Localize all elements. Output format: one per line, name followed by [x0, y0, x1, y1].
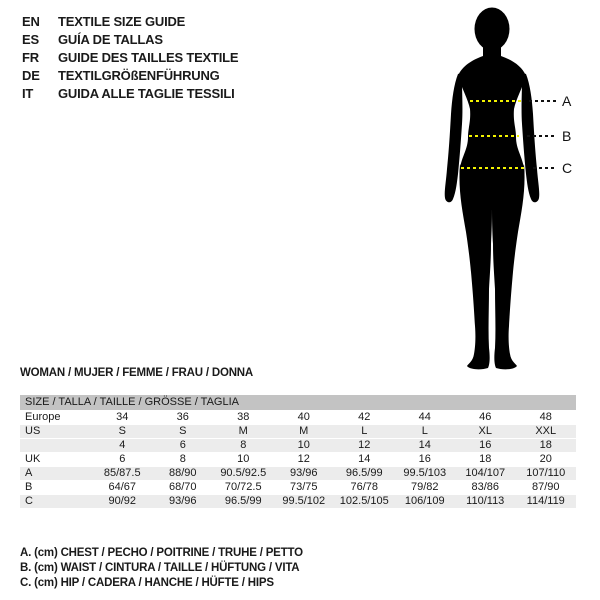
row-label: UK: [25, 453, 41, 465]
row-label: B: [25, 481, 33, 493]
table-cell: 73/75: [289, 481, 318, 493]
row-label: A: [25, 467, 33, 479]
table-cell: 16: [418, 453, 431, 465]
table-cell: 96.5/99: [345, 467, 383, 479]
table-cell: XXL: [535, 425, 557, 437]
lang-row-en: [22, 13, 238, 31]
gender-heading: WOMAN / MUJER / FEMME / FRAU / DONNA: [20, 367, 254, 379]
row-label: US: [25, 425, 41, 437]
size-table-header: SIZE / TALLA / TAILLE / GRÖSSE / TAGLIA: [20, 395, 576, 410]
lang-row-es: [22, 31, 238, 49]
table-cell: 104/107: [465, 467, 506, 479]
table-cell: 88/90: [168, 467, 197, 479]
lang-label: GUIDE DES TAILLES TEXTILE: [58, 50, 239, 65]
lang-label: TEXTILE SIZE GUIDE: [58, 14, 186, 29]
hip-leader-line: [533, 167, 557, 169]
table-cell: 106/109: [404, 495, 445, 507]
row-label: C: [25, 495, 33, 507]
table-cell: 10: [237, 453, 250, 465]
table-row-europe: [20, 411, 576, 425]
table-cell: 87/90: [531, 481, 560, 493]
table-cell: 83/86: [471, 481, 500, 493]
marker-b-label: B: [562, 128, 572, 144]
woman-silhouette-figure: [412, 4, 572, 372]
lang-code: IT: [22, 86, 34, 101]
table-cell: 93/96: [168, 495, 197, 507]
table-cell: 76/78: [350, 481, 379, 493]
table-cell: 14: [358, 453, 371, 465]
table-cell: S: [179, 425, 187, 437]
table-cell: 8: [179, 453, 186, 465]
table-cell: L: [361, 425, 368, 437]
lang-label: TEXTILGRÖßENFÜHRUNG: [58, 68, 220, 83]
chest-measure-line: [470, 100, 522, 102]
lang-code: FR: [22, 50, 39, 65]
waist-measure-line: [469, 135, 519, 137]
lang-label: GUIDA ALLE TAGLIE TESSILI: [58, 86, 235, 101]
table-cell: 12: [297, 453, 310, 465]
table-cell: 20: [539, 453, 552, 465]
table-cell: 46: [479, 411, 492, 423]
row-label: [20, 439, 92, 452]
waist-leader-line: [527, 135, 557, 137]
table-cell: 6: [119, 453, 126, 465]
size-table: [20, 395, 576, 509]
lang-row-de: [22, 67, 238, 85]
table-cell: 18: [539, 439, 552, 451]
measurement-legend: [20, 546, 303, 591]
table-cell: 6: [179, 439, 186, 451]
table-cell: 18: [479, 453, 492, 465]
row-label: Europe: [25, 411, 61, 423]
table-cell: 102.5/105: [339, 495, 389, 507]
table-cell: 36: [176, 411, 189, 423]
hip-measure-line: [461, 167, 525, 169]
table-cell: S: [118, 425, 126, 437]
table-cell: 90.5/92.5: [220, 467, 267, 479]
table-cell: 34: [116, 411, 129, 423]
table-row-us-letters: [20, 425, 576, 439]
table-cell: 68/70: [168, 481, 197, 493]
legend-waist: B. (cm) WAIST / CINTURA / TAILLE / HÜFTUNG / VITA: [20, 562, 300, 574]
table-cell: 4: [119, 439, 126, 451]
table-row-us-numbers: [20, 439, 576, 453]
table-row-waist-b: [20, 481, 576, 495]
table-row-uk: [20, 453, 576, 467]
table-cell: 8: [240, 439, 247, 451]
table-cell: 79/82: [410, 481, 439, 493]
table-row-hip-c: [20, 495, 576, 509]
lang-code: EN: [22, 14, 40, 29]
marker-a-label: A: [562, 93, 572, 109]
table-cell: 110/113: [466, 495, 505, 507]
table-cell: 10: [297, 439, 310, 451]
table-cell: 93/96: [289, 467, 318, 479]
table-cell: 48: [539, 411, 552, 423]
table-cell: 16: [479, 439, 492, 451]
table-cell: 38: [237, 411, 250, 423]
table-cell: 44: [418, 411, 431, 423]
legend-chest: A. (cm) CHEST / PECHO / POITRINE / TRUHE / PETTO: [20, 547, 303, 559]
lang-row-it: [22, 85, 238, 103]
table-cell: 90/92: [108, 495, 137, 507]
table-cell: 99.5/102: [282, 495, 326, 507]
table-cell: 12: [358, 439, 371, 451]
table-cell: XL: [478, 425, 492, 437]
table-cell: 70/72.5: [224, 481, 262, 493]
lang-row-fr: [22, 49, 238, 67]
table-cell: M: [238, 425, 248, 437]
lang-code: ES: [22, 32, 39, 47]
woman-silhouette-icon: [412, 4, 572, 372]
legend-hip: C. (cm) HIP / CADERA / HANCHE / HÜFTE / HIPS: [20, 577, 274, 589]
table-cell: M: [299, 425, 309, 437]
marker-c-label: C: [562, 160, 573, 176]
table-cell: 85/87.5: [103, 467, 141, 479]
lang-label: GUÍA DE TALLAS: [58, 32, 163, 47]
table-cell: 114/119: [526, 495, 565, 507]
lang-code: DE: [22, 68, 40, 83]
table-cell: 64/67: [108, 481, 137, 493]
chest-leader-line: [529, 100, 557, 102]
table-cell: 96.5/99: [224, 495, 262, 507]
table-cell: 40: [297, 411, 310, 423]
table-cell: L: [421, 425, 428, 437]
table-cell: 107/110: [526, 467, 566, 479]
table-cell: 14: [418, 439, 431, 451]
table-row-chest-a: [20, 467, 576, 481]
table-cell: 99.5/103: [403, 467, 447, 479]
language-title-list: [22, 13, 238, 103]
table-cell: 42: [358, 411, 371, 423]
